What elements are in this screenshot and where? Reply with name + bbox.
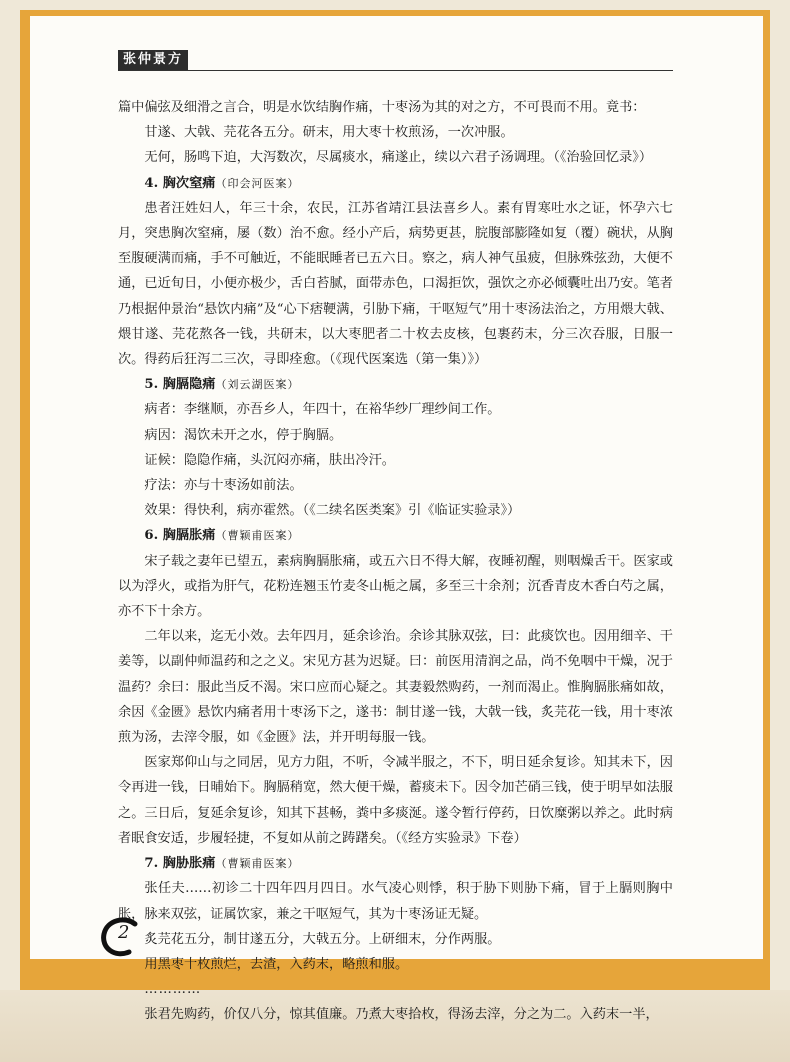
- body-paragraph: 宋子载之妻年已望五，素病胸膈胀痛，或五六日不得大解，夜睡初醒，则咽燥舌干。医家或以为浮火，或指为肝气，花粉连翘玉竹麦冬山栀之属，多至三十余剂；沉香青皮木香白芍之属，亦不下十余方。: [118, 553, 673, 620]
- case-source: （印会河医案）: [215, 176, 300, 190]
- body-paragraph: 张君先购药，价仅八分，惊其值廉。乃煮大枣拾枚，得汤去滓，分之为二。入药末一半，: [144, 1007, 659, 1023]
- body-paragraph: 患者汪姓妇人，年三十余，农民，江苏省靖江县法喜乡人。素有胃寒吐水之证，怀孕六七月，突患胸次窒痛，屡（数）治不愈。经小产后，病势更甚，脘腹部膨隆如复（覆）碗状，从胸至腹硬满而痛，手不可触近，不能眠睡者已五六日。察之，病人神气虽疲，但脉殊弦劲，大便不通，已近旬日，小便亦极少，舌白苔腻，面带赤色，口渴拒饮，强饮之亦必倾囊吐出乃安。笔者乃根据仲景治“悬饮内痛”及“心下痞鞕满，引胁下痛，干呕短气”用十枣汤法治之，方用煨大戟、煨甘遂、芫花熬各一钱，共研末，以大枣肥者二十枚去皮核，包裹药末，分三次吞服，日服一次。得药后狂泻二三次，寻即痊愈。（《现代医案选（第一集）》）: [118, 200, 673, 368]
- body-paragraph: 张任夫……初诊二十四年四月四日。水气凌心则悸，积于胁下则胁下痛，冒于上膈则胸中胀，脉来双弦，证属饮家，兼之干呕短气，其为十枣汤证无疑。: [118, 881, 673, 922]
- ellipsis-line: …………: [144, 982, 202, 998]
- page-body: [118, 95, 673, 1028]
- body-paragraph: 病因：渴饮未开之水，停于胸膈。: [144, 427, 343, 443]
- section-heading: [118, 372, 673, 397]
- body-paragraph: 甘遂、大戟、芫花各五分。研末，用大枣十枚煎汤，一次冲服。: [144, 125, 514, 141]
- body-paragraph: 无何，肠鸣下迫，大泻数次，尽属痰水，痛遂止，续以六君子汤调理。（《治验回忆录》）: [144, 150, 653, 166]
- section-title: 6. 胸膈胀痛: [144, 528, 216, 544]
- body-paragraph: 炙芫花五分，制甘遂五分，大戟五分。上研细末，分作两服。: [144, 931, 501, 947]
- section-heading: [118, 171, 673, 196]
- running-head: 张仲景方: [118, 50, 188, 70]
- section-heading: [118, 851, 673, 876]
- body-paragraph: 医家郑仰山与之同居，见方力阻，不听，令减半服之，不下，明日延余复诊。知其未下，因令再进一钱，日晡始下。胸膈稍宽，然大便干燥，蓄痰未下。因令加芒硝三钱，使于明早如法服之。三日后，复延余复诊，知其下甚畅，粪中多痰涎。遂令暂行停药，日饮糜粥以养之。此时病者眠食安适，步履轻捷，不复如从前之踌躇矣。（《经方实验录》下卷）: [118, 755, 673, 846]
- body-paragraph: 病者：李继顺，亦吾乡人，年四十，在裕华纱厂理纱间工作。: [144, 402, 501, 418]
- page-number: 2: [118, 922, 130, 943]
- case-source: （曹颖甫医案）: [215, 857, 300, 871]
- header-rule: [118, 70, 673, 71]
- section-title: 7. 胸胁胀痛: [144, 856, 216, 872]
- case-source: （刘云湖医案）: [215, 378, 300, 392]
- case-source: （曹颖甫医案）: [215, 529, 300, 543]
- section-title: 5. 胸膈隐痛: [144, 377, 216, 393]
- body-paragraph: 篇中偏弦及细滑之言合，明是水饮结胸作痛，十枣汤为其的对之方，不可畏而不用。竟书：: [118, 100, 646, 115]
- body-paragraph: 证候：隐隐作痛，头沉闷亦痛，肤出冷汗。: [144, 452, 395, 468]
- body-paragraph: 用黑枣十枚煎烂，去渣，入药末，略煎和服。: [144, 956, 409, 972]
- body-paragraph: 二年以来，迄无小效。去年四月，延余诊治。余诊其脉双弦，曰：此痰饮也。因用细辛、干姜等，以副仲师温药和之之义。宋见方甚为迟疑。曰：前医用清润之品，尚不免咽中干燥，况于温药？余曰：服此当反不渴。宋口应而心疑之。其妻毅然购药，一剂而渴止。惟胸膈胀痛如故，余因《金匮》悬饮内痛者用十枣汤下之，遂书：制甘遂一钱，大戟一钱，炙芫花一钱，用十枣浓煎为汤，去滓令服，如《金匮》法，并开明每服一钱。: [118, 629, 673, 746]
- section-title: 4. 胸次窒痛: [144, 175, 216, 191]
- body-paragraph: 疗法：亦与十枣汤如前法。: [144, 478, 303, 494]
- section-heading: [118, 523, 673, 548]
- body-paragraph: 效果：得快利，病亦霍然。（《二续名医类案》引《临证实验录》）: [144, 503, 521, 519]
